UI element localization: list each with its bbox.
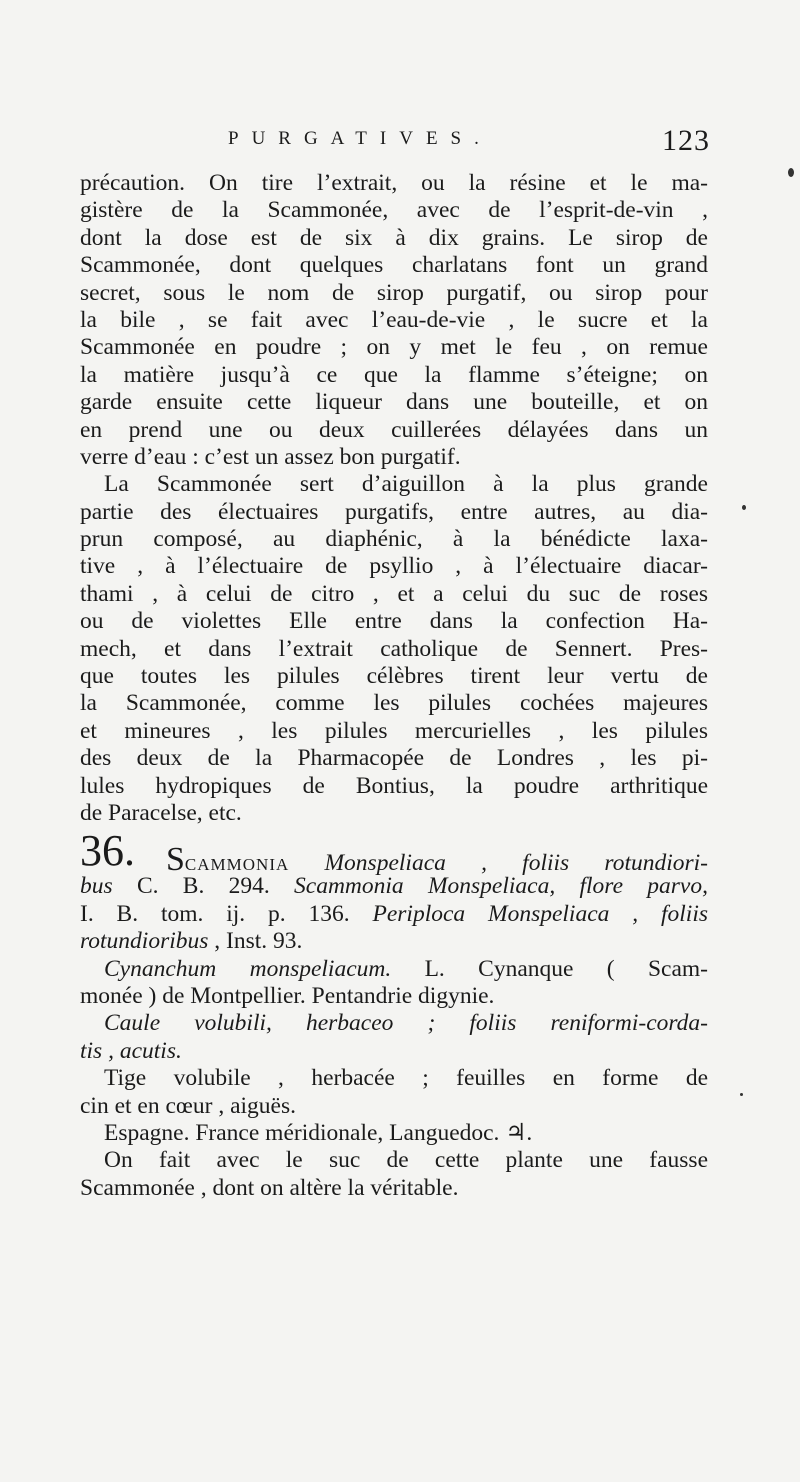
latin-description: tis , acutis.	[80, 1037, 182, 1064]
entry-title	[166, 841, 708, 879]
habitat-line	[80, 1120, 708, 1147]
entry-heading	[80, 826, 708, 879]
text-line: garde ensuite cette liqueur dans une bouteille, et on	[80, 389, 708, 416]
text-line: la bile , se fait avec l’eau-de-vie , le sucre et la	[80, 306, 708, 333]
synonym-ref: I. B. tom. ij. p. 136.	[80, 900, 373, 927]
print-speck	[742, 505, 746, 510]
common-name: L. Cynanque ( Scam-	[391, 955, 708, 982]
synonym-italic: Scammonia Monspeliaca, flore parvo,	[294, 873, 708, 900]
entry-number: 36.	[80, 826, 135, 876]
note-line: Scammonée , dont on altère la véritable.	[80, 1174, 459, 1201]
text-line: en prend une ou deux cuillerées délayées dans un	[80, 416, 708, 443]
latin-description: Caule volubili, herbaceo ; foliis reniformi-corda-	[104, 1010, 708, 1037]
classification-line: monée ) de Montpellier. Pentandrie digynie.	[80, 982, 495, 1009]
entry-caps: CAMMONIA	[184, 855, 290, 875]
description: cin et en cœur , aiguës.	[80, 1092, 296, 1119]
page-header	[80, 124, 710, 164]
text-line: la matière jusqu’à ce que la flamme s’éteigne; on	[80, 361, 708, 388]
description: Tige volubile , herbacée ; feuilles en forme de	[104, 1065, 708, 1092]
synonym-line	[80, 901, 708, 928]
text-line: prun composé, au diaphénic, à la bénédicte laxa-	[80, 526, 708, 553]
text-line: et mineures , les pilules mercurielles , les pilules	[80, 717, 708, 744]
text-line: Scammonée, dont quelques charlatans font un grand	[80, 252, 708, 279]
synonym-italic: Periploca Monspeliaca , foliis	[372, 900, 708, 927]
text-line: précaution. On tire l’extrait, ou la résine et le ma-	[80, 170, 708, 196]
text-line: tive , à l’électuaire de psyllio , à l’électuaire diacar-	[80, 553, 708, 580]
text-line: Scammonée en poudre ; on y met le feu , on remue	[80, 334, 708, 361]
page-number: 123	[662, 124, 710, 157]
paragraph-start: La Scammonée sert d’aiguillon à la plus grande	[104, 471, 708, 498]
entry-initial: S	[166, 841, 185, 879]
text-line: thami , à celui de citro , et a celui du suc de roses	[80, 580, 708, 607]
note-line: On fait avec le suc de cette plante une fausse	[104, 1147, 708, 1174]
linnaean-name: Cynanchum monspeliacum.	[104, 955, 392, 982]
synonym-ref: C. B. 294.	[112, 873, 295, 900]
print-speck	[740, 1093, 743, 1096]
text-line: de Paracelse, etc.	[80, 799, 242, 826]
text-line: verre d’eau : c’est un assez bon purgatif.	[80, 443, 461, 470]
synonym-line	[80, 928, 708, 955]
text-line: dont la dose est de six à dix grains. Le sirop de	[80, 224, 708, 251]
synonym-italic: rotundioribus	[80, 928, 209, 955]
text-line: la Scammonée, comme les pilules cochées majeures	[80, 690, 708, 717]
text-line: gistère de la Scammonée, avec de l’esprit-de-vin ,	[80, 197, 708, 224]
print-speck	[788, 168, 794, 177]
synonym-italic: bus	[80, 873, 113, 900]
text-line: lules hydropiques de Bontius, la poudre arthritique	[80, 772, 708, 799]
habitat: Espagne. France méridionale, Languedoc.	[104, 1119, 506, 1146]
text-line: mech, et dans l’extrait catholique de Sennert. Pres-	[80, 635, 708, 662]
entry-italic: Monspeliaca , foliis rotundiori-	[324, 850, 708, 877]
text-line: que toutes les pilules célèbres tirent leur vertu de	[80, 663, 708, 690]
body-text	[80, 170, 708, 1202]
linnaean-line	[80, 956, 708, 983]
text-line: des deux de la Pharmacopée de Londres , les pi-	[80, 745, 708, 772]
perennial-symbol: ♃.	[505, 1119, 533, 1146]
text-line: ou de violettes Elle entre dans la confection Ha-	[80, 608, 708, 635]
running-title: PURGATIVES.	[228, 128, 492, 149]
synonym-ref: , Inst. 93.	[208, 928, 303, 955]
text-line: partie des électuaires purgatifs, entre autres, au dia-	[80, 498, 708, 525]
text-line: secret, sous le nom de sirop purgatif, ou sirop pour	[80, 279, 708, 306]
